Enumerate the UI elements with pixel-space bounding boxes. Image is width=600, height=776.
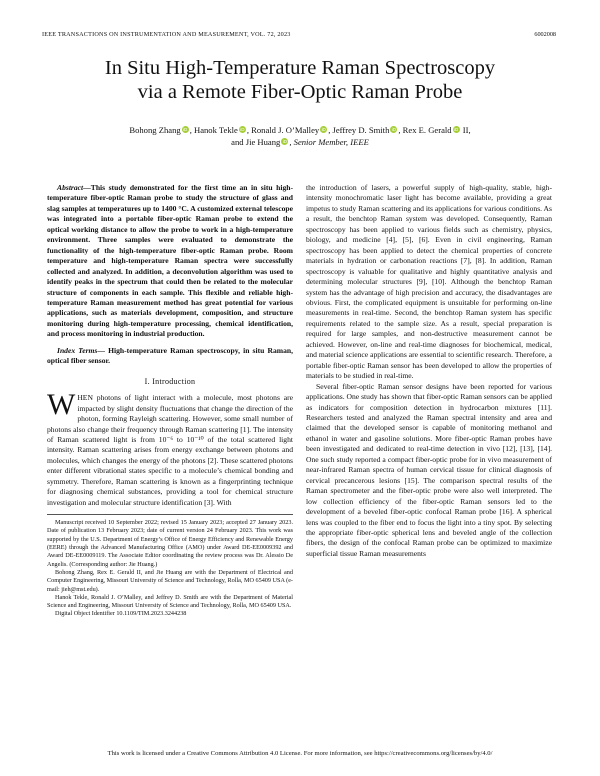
author-list: [40, 124, 560, 148]
author-name: Bohong Zhang: [129, 125, 181, 135]
abstract: [47, 183, 293, 340]
author-name: , Jeffrey D. Smith: [328, 125, 390, 135]
footnote-affiliation-1: Bohong Zhang, Rex E. Gerald II, and Jie Huang are with the Department of Electrical and Computer Engineering, Missouri University of Science and Technology, Rolla, MO 65409 USA (e-mail: jieh@mst.edu).: [47, 568, 293, 593]
footnote-manuscript: Manuscript received 10 September 2022; revised 15 January 2023; accepted 27 January 2023. Date of publication 13 February 2023; date of current version 24 February 2023. This work was supported by the U.S. Department of Energy’s Office of Energy Efficiency and Renewable Energy (EERE) through the Advanced Manufacturing Office (AMO) under Award DE-EE0009392 and Award DE-EE0009119. The Associate Editor coordinating the review process was Dr. Alessio De Angelis. (Corresponding author: Jie Huang.): [47, 519, 293, 568]
license-footer[interactable]: This work is licensed under a Creative Commons Attribution 4.0 License. For more information, see https://creativecommons.org/licenses/by/4.0/: [107, 750, 493, 757]
orcid-icon[interactable]: iD: [391, 127, 396, 132]
author-name: , Ronald J. O’Malley: [246, 125, 320, 135]
author-name: , Hanok Tekle: [189, 125, 238, 135]
right-paragraph-1: the introduction of lasers, a powerful supply of high-quality, stable, high-intensity monochromatic laser light has become available, providing a great impetus to study Raman scattering and its applications for various conditions. As a result, the benchtop Raman system was developed. Consequently, Raman spectroscopy has been applied to various fields such as chemistry, physics, biology, and medicine [4], [5], [6]. Even in civil engineering, Raman spectroscopy has been applied to detect the chemical properties of concrete materials in hydration or carbonation reactions [7], [8]. In addition, Raman spectroscopy is valuable for qualitative and highly quantitative analysis and determining molecular structures [9], [10]. Although the benchtop Raman system has the advantage of high precision and accuracy, the disadvantages are obvious. First, the complicated equipment is unsuitable for performing on-line measurements in real-time. Second, the benchtop Raman system has specific requirements related to the sample size. As a result, special preparation is required for large samples, and non-destructive measurement cannot be achieved. However, on-line and real-time diagnoses for biochemical, medical, and material science applications are essential to scientific research. Therefore, a portable fiber-optic Raman sensor has been developed to allow the properties of materials to be studied in real-time.: [306, 183, 552, 381]
paper-title: [40, 56, 560, 104]
section-heading-introduction: I. Introduction: [144, 376, 196, 386]
author-suffix: II,: [460, 125, 471, 135]
author-line-1: [40, 124, 560, 136]
running-header-article-number: 6002008: [534, 31, 556, 38]
footnote-doi[interactable]: Digital Object Identifier 10.1109/TIM.2023.3244238: [55, 610, 187, 618]
index-terms-text: High-temperature Raman spectroscopy, in situ Raman, optical fiber sensor.: [47, 345, 293, 366]
abstract-dash: —: [83, 183, 91, 192]
intro-paragraph-1-text: HEN photons of light interact with a molecule, most photons are impacted by slight density fluctuations that change the direction of the photon, forming Rayleigh scattering. However, some small number of photons also change their frequency through Raman scattering [1]. The intensity of Raman scattered light is from 10⁻⁶ to 10⁻¹⁰ of the total scattered light intensity. Raman scattering arises from energy exchange between photons and molecules, which changes the energy of the photons [2]. These scattered photons enter different vibrational states specific to a molecule’s chemical bonding and symmetry. Therefore, Raman scattering is known as a fingerprinting technique for diagnosing chemical substances, providing a tool for chemical structure investigation and molecular structure identification [3]. With: [47, 393, 293, 507]
orcid-icon[interactable]: iD: [183, 127, 188, 132]
author-membership: , Senior Member, IEEE: [289, 137, 369, 147]
orcid-icon[interactable]: iD: [282, 139, 287, 144]
right-column: [306, 183, 552, 559]
footnote-affiliation-2: Hanok Tekle, Ronald J. O’Malley, and Jeffrey D. Smith are with the Department of Material Science and Engineering, Missouri University of Science and Technology, Rolla, MO 65409 USA.: [47, 593, 293, 610]
index-terms-dash: —: [97, 345, 105, 355]
orcid-icon[interactable]: iD: [453, 127, 459, 132]
author-line-2: [40, 136, 560, 148]
running-header-journal: IEEE TRANSACTIONS ON INSTRUMENTATION AND MEASUREMENT, VOL. 72, 2023: [42, 31, 291, 38]
intro-paragraph-1: [47, 388, 293, 508]
orcid-icon[interactable]: iD: [321, 127, 326, 132]
title-line-1: In Situ High-Temperature Raman Spectroscopy: [104, 57, 496, 79]
title-line-2: via a Remote Fiber-Optic Raman Probe: [137, 81, 463, 103]
drop-cap: W: [47, 388, 76, 422]
author-name: and Jie Huang: [231, 137, 281, 147]
abstract-label: Abstract: [57, 183, 84, 192]
right-paragraph-2: Several fiber-optic Raman sensor designs have been reported for various applications. One study has shown that fiber-optic Raman sensors can be applied as indicators for composition detection in hydrocarbon mixtures [11]. Researchers tested and analyzed the Raman spectral intensity and area and claimed that the developed sensor is capable of monitoring methanol and ethanol in water and gasoline solutions. More fiber-optic Raman probes have been investigated and dedicated to real-time detection in vivo [12], [13], [14]. One such study reported a compact fiber-optic probe for in vivo measurement of near-infrared Raman spectra of human cervical tissue for clinical diagnosis of cervical precancerous lesions [15]. The comparison spectral results of the Raman spectrometer and the fiber-optic probe were also well interpreted. The low collection efficiency of the fiber-optic Raman sensors led to the development of a beveled fiber-optic confocal Raman probe [16]. A spherical lens was coupled to the fiber end to focus the light into a tiny spot. By selecting the appropriate fiber-optic spherical lens and beveled angle of the collection fibers, the design of the confocal Raman probe can be optimized to maximize superficial tissue Raman measurements: [306, 381, 552, 558]
orcid-icon[interactable]: iD: [240, 127, 245, 132]
left-column: [47, 183, 293, 619]
index-terms-label: Index Terms: [57, 345, 98, 355]
index-terms: [47, 346, 293, 367]
abstract-text: This study demonstrated for the first time an in situ high-temperature fiber-optic Raman probe to study the structure of glass and slag samples at temperatures up to 1400 °C. A customized external telescope was integrated into a portable fiber-optic Raman probe to extend the optical working distance to allow the probe to work in a high-temperature environment. Three samples were evaluated to demonstrate the functionality of the high-temperature fiber-optic Raman probe. Room temperature and high-temperature Raman spectra were successfully collected and analyzed. In addition, a deconvolution algorithm was used to identify peaks in the spectrum that could then be related to the molecular structure of components in each sample. This flexible and reliable high-temperature Raman measurement method has great potential for various applications, such as materials development, composition, and structure monitoring during high-temperature processing, chemical identification, and process monitoring in industrial production.: [47, 183, 293, 339]
author-name: , Rex E. Gerald: [398, 125, 452, 135]
footnote-divider: [47, 514, 293, 515]
